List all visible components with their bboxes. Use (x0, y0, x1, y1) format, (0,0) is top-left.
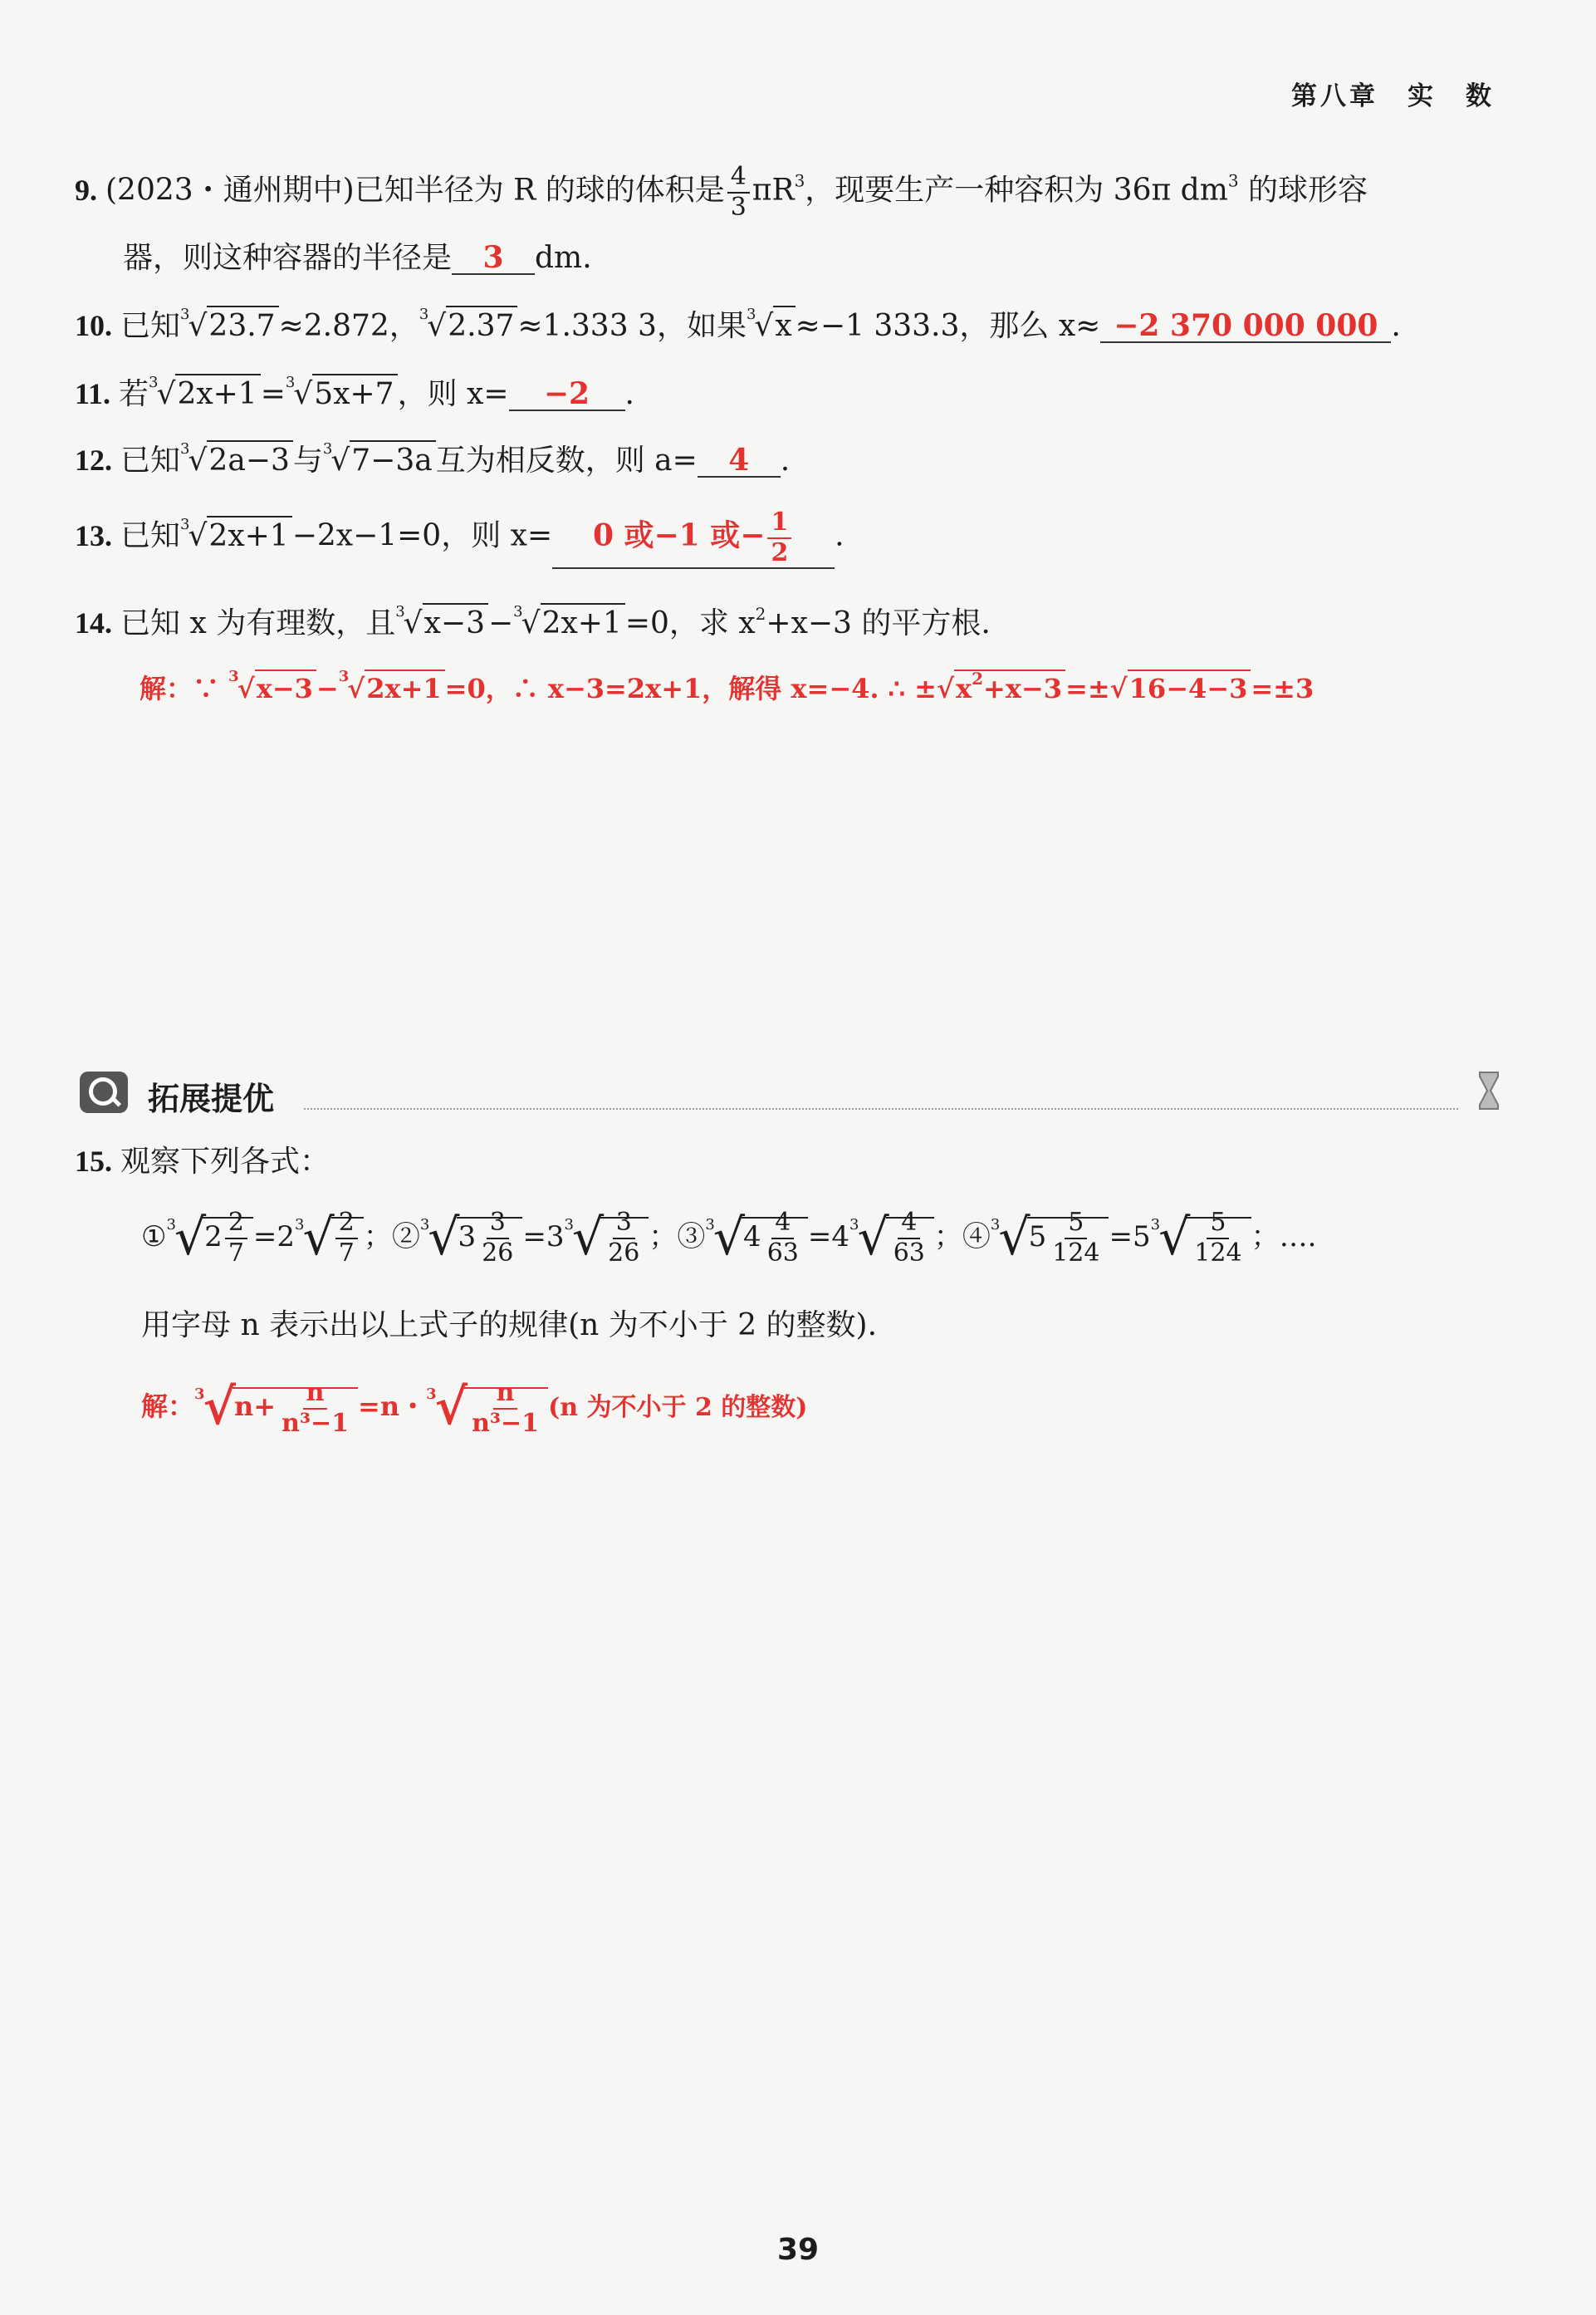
answer-blank[interactable] (1100, 308, 1391, 343)
cube-root: 5x+7 (312, 374, 397, 411)
magnifier-icon (80, 1072, 128, 1113)
question-15-task: 用字母 n 表示出以上式子的规律(n 为不小于 2 的整数). (141, 1308, 878, 1342)
example-3: ③$^3$√4 $\frac{4}{63}$ $=4^3√$ $\frac{4}{63}$ ； (677, 1208, 962, 1268)
question-15-intro: 15. 观察下列各式： (75, 1145, 330, 1179)
cube-root: 2x+1 (207, 516, 291, 553)
question-9-line2: 器，则这种容器的半径是 3 dm. (123, 240, 592, 275)
answer-text: −2 370 000 000 (1114, 308, 1378, 343)
example-2: ②$^3$√3 $\frac{3}{26}$ $=3^3√$ $\frac{3}{26}$ ； (391, 1208, 678, 1268)
question-9-line1: 9. (2023・通州期中)已知半径为 R 的球的体积是 $\frac{4}{3}$ $\pi R^3$，现要生产一种容积为 36π $dm^3$ 的球形容 (75, 162, 1368, 222)
section-title: 拓展提优 (148, 1081, 275, 1117)
cube-root: 2x+1 (175, 374, 260, 411)
question-15-solution: 解：$^3$√n+ $\frac{n}{\text{n³−1}}$ =n・$^3$√ $\frac{n}{\text{n³−1}}$ (n 为不小于 2 的整数) (141, 1378, 808, 1438)
fraction: $\frac{1}{2}$ (767, 508, 791, 567)
cube-root: 2a−3 (207, 440, 292, 478)
question-number: 9. (75, 173, 97, 207)
example-4: ④$^3$√5 $\frac{5}{124}$ $=5^3√$ $\frac{5}{124}$ ；…. (962, 1208, 1317, 1268)
page-number: 39 (776, 2233, 820, 2267)
answer-text: 0 或−1 或− (592, 517, 766, 553)
section-divider (304, 1108, 1458, 1110)
question-11: 11. 若$^3$√2x+1 =$^3$√5x+7 ，则 x= −2 . (75, 374, 634, 411)
answer-text: −2 (543, 376, 590, 411)
answer-text: 3 (482, 240, 504, 275)
question-10: 10. 已知$^3$√23.7 ≈2.872，$^3$√2.37 ≈1.333 3，如果$^3$√x ≈−1 333.3，那么 x≈ −2 370 000 000 . (75, 306, 1401, 343)
chapter-header: 第八章 实 数 (1291, 81, 1495, 111)
question-13: 13. 已知$^3$√2x+1 −2x−1=0，则 x= 0 或−1 或− $\frac{1}{2}$ . (75, 508, 845, 569)
hourglass-icon (1476, 1070, 1501, 1111)
section-header (80, 1070, 1508, 1120)
fraction: $\frac{4}{3}$ (727, 163, 750, 222)
cube-root: x (773, 306, 795, 343)
answer-blank[interactable] (552, 508, 835, 569)
question-12: 12. 已知$^3$√2a−3 与$^3$√7−3a 互为相反数，则 a= 4 . (75, 440, 791, 478)
cube-root: 2x+1 (541, 603, 625, 640)
question-14-solution: 解：∵ $^3$√x−3 −$^3$√2x+1 =0，∴ x−3=2x+1，解得 x=−4. ∴ $\pm√x^2+x-3 =\pm√16-4-3 =\pm 3$ (140, 668, 1314, 704)
cube-root: 23.7 (207, 306, 278, 343)
answer-blank[interactable] (509, 376, 625, 411)
answer-blank[interactable] (452, 240, 535, 275)
question-15-examples (141, 1209, 1316, 1268)
cube-root: x−3 (423, 603, 488, 640)
cube-root: 2.37 (446, 306, 517, 343)
question-14: 14. 已知 x 为有理数，且$^3$√x−3 −$^3$√2x+1 =0，求 $x^2+x-3$ 的平方根. (75, 603, 991, 640)
example-1: ①$^3$√2 $\frac{2}{7}$ $=2^3√$ $\frac{2}{7}$ ； (141, 1208, 392, 1268)
answer-blank[interactable] (698, 445, 781, 478)
cube-root: 7−3a (350, 440, 435, 478)
answer-text: 4 (728, 443, 750, 478)
